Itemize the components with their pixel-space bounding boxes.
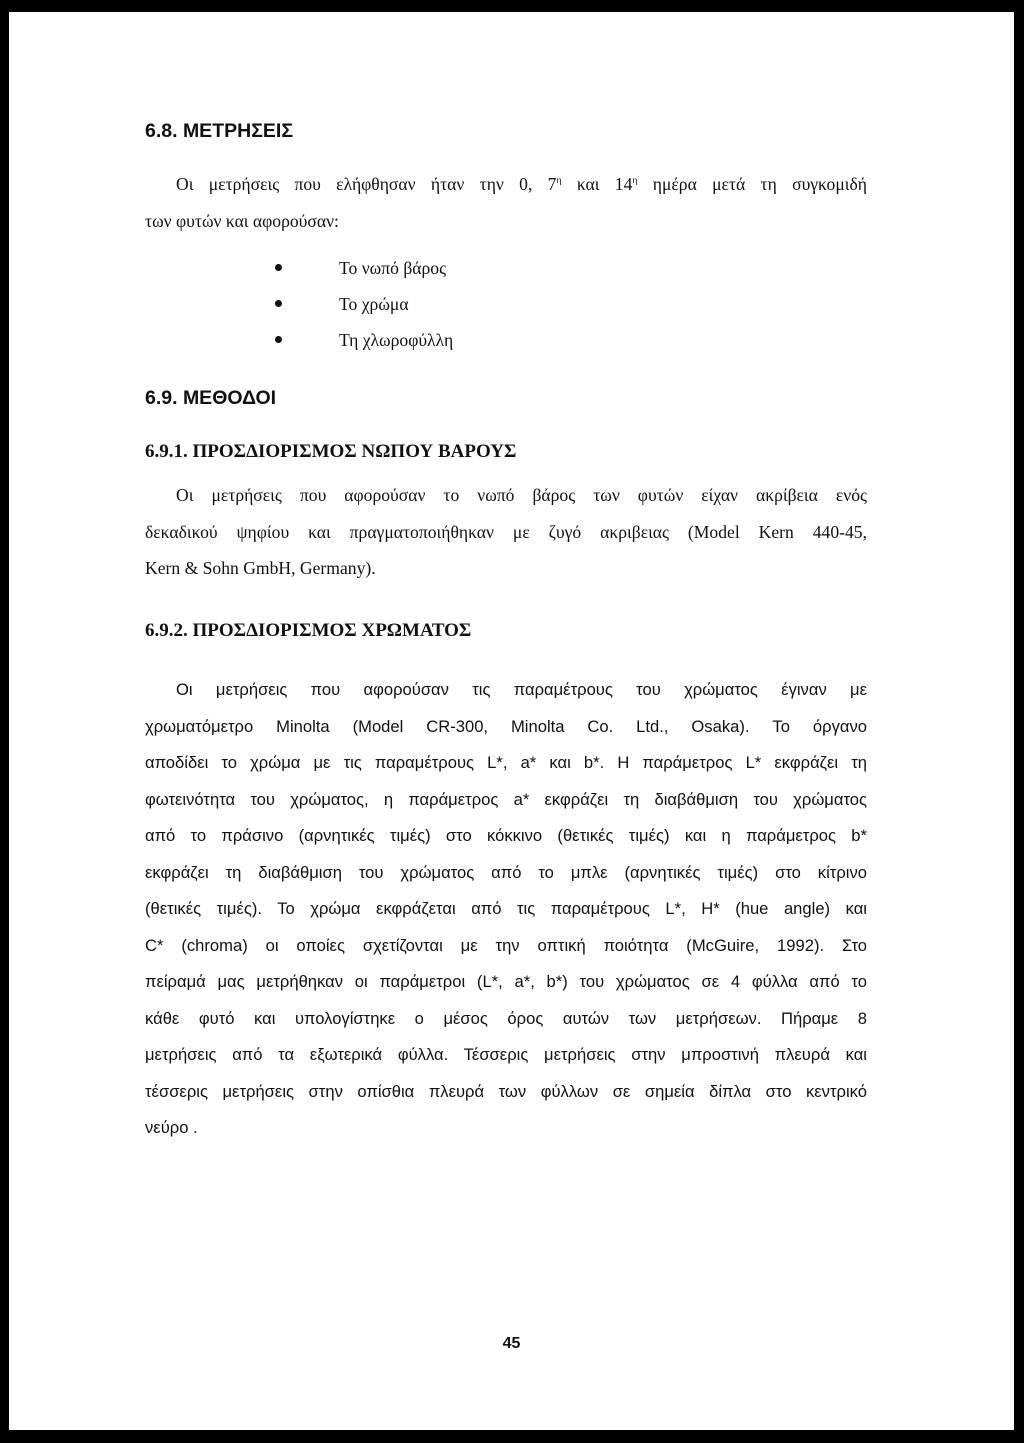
list-item: [275, 286, 453, 322]
paragraph-line: νεύρο .: [145, 1118, 198, 1137]
list-item-label: Τη χλωροφύλλη: [339, 330, 454, 350]
paragraph-line: πείραμά μας μετρήθηκαν οι παράμετροι (L*, a*, b*) του χρώματος σε 4 φύλλα από το: [145, 972, 867, 991]
measurements-bullet-list: [275, 250, 453, 358]
measurements-intro-paragraph: [145, 166, 867, 239]
measurements-intro-line-1: [145, 166, 867, 203]
list-item: [275, 250, 453, 286]
list-item-label: Το νωπό βάρος: [339, 258, 447, 278]
subsection-title-weight: 6.9.1. ΠΡΟΣΔΙΟΡΙΣΜΟΣ ΝΩΠΟΥ ΒΑΡΟΥΣ: [145, 441, 517, 462]
list-item-label: Το χρώμα: [339, 294, 409, 314]
paragraph-line: C* (chroma) οι οποίες σχετίζονται με την οπτική ποιότητα (McGuire, 1992). Στο: [145, 935, 867, 955]
paragraph-line: εκφράζει τη διαβάθμιση του χρώματος από το μπλε (αρνητικές τιμές) στο κίτρινο: [145, 862, 867, 882]
paragraph-line: δεκαδικού ψηφίου και πραγματοποιήθηκαν με ζυγό ακριβειας (Model Kern 440-45,: [145, 521, 867, 542]
document-page: [9, 12, 1014, 1430]
bullet-icon: [275, 300, 282, 307]
section-title-measurements: 6.8. ΜΕΤΡΗΣΕΙΣ: [145, 120, 294, 142]
subsection-title-color: 6.9.2. ΠΡΟΣΔΙΟΡΙΣΜΟΣ ΧΡΩΜΑΤΟΣ: [145, 620, 472, 641]
bullet-icon: [275, 264, 282, 271]
paragraph-line: φωτεινότητα του χρώματος, η παράμετρος a* εκφράζει τη διαβάθμιση του χρώματος: [145, 789, 867, 809]
page-number: 45: [502, 1335, 521, 1352]
color-paragraph: [145, 672, 867, 1147]
paragraph-line: Οι μετρήσεις που αφορούσαν τις παραμέτρους του χρώματος έγιναν με: [176, 680, 867, 699]
intro-superscript-1: η: [556, 175, 562, 187]
paragraph-line: τέσσερις μετρήσεις στην οπίσθια πλευρά των φύλλων σε σημεία δίπλα στο κεντρικό: [145, 1081, 867, 1101]
paragraph-line: Οι μετρήσεις που αφορούσαν το νωπό βάρος των φυτών είχαν ακρίβεια ενός: [176, 485, 867, 505]
paragraph-line: από το πράσινο (αρνητικές τιμές) στο κόκκινο (θετικές τιμές) και η παράμετρος b*: [145, 826, 867, 845]
bullet-icon: [275, 336, 282, 343]
paragraph-line: μετρήσεις από τα εξωτερικά φύλλα. Τέσσερις μετρήσεις στην μπροστινή πλευρά και: [145, 1045, 867, 1064]
intro-text-part-3: ημέρα μετά τη συγκομιδή: [637, 174, 867, 194]
list-item: [275, 322, 453, 358]
paragraph-line: (θετικές τιμές). Το χρώμα εκφράζεται από τις παραμέτρους L*, H* (hue angle) και: [145, 899, 867, 918]
paragraph-line: χρωματόμετρο Minolta (Model CR-300, Minolta Co. Ltd., Osaka). Το όργανο: [145, 716, 867, 736]
measurements-intro-line-2: των φυτών και αφορούσαν:: [145, 210, 339, 231]
section-title-methods: 6.9. ΜΕΘΟΔΟΙ: [145, 387, 277, 409]
paragraph-line: αποδίδει το χρώμα με τις παραμέτρους L*, a* και b*. Η παράμετρος L* εκφράζει τη: [145, 753, 867, 772]
paragraph-line: κάθε φυτό και υπολογίστηκε ο μέσος όρος αυτών των μετρήσεων. Πήραμε 8: [145, 1008, 867, 1028]
paragraph-line: Kern & Sohn GmbH, Germany).: [145, 558, 376, 578]
weight-paragraph: [145, 477, 867, 587]
intro-text-part-1: Οι μετρήσεις που ελήφθησαν ήταν την 0, 7: [176, 174, 557, 194]
intro-text-part-2: και 14: [561, 174, 633, 194]
intro-superscript-2: η: [632, 175, 638, 187]
